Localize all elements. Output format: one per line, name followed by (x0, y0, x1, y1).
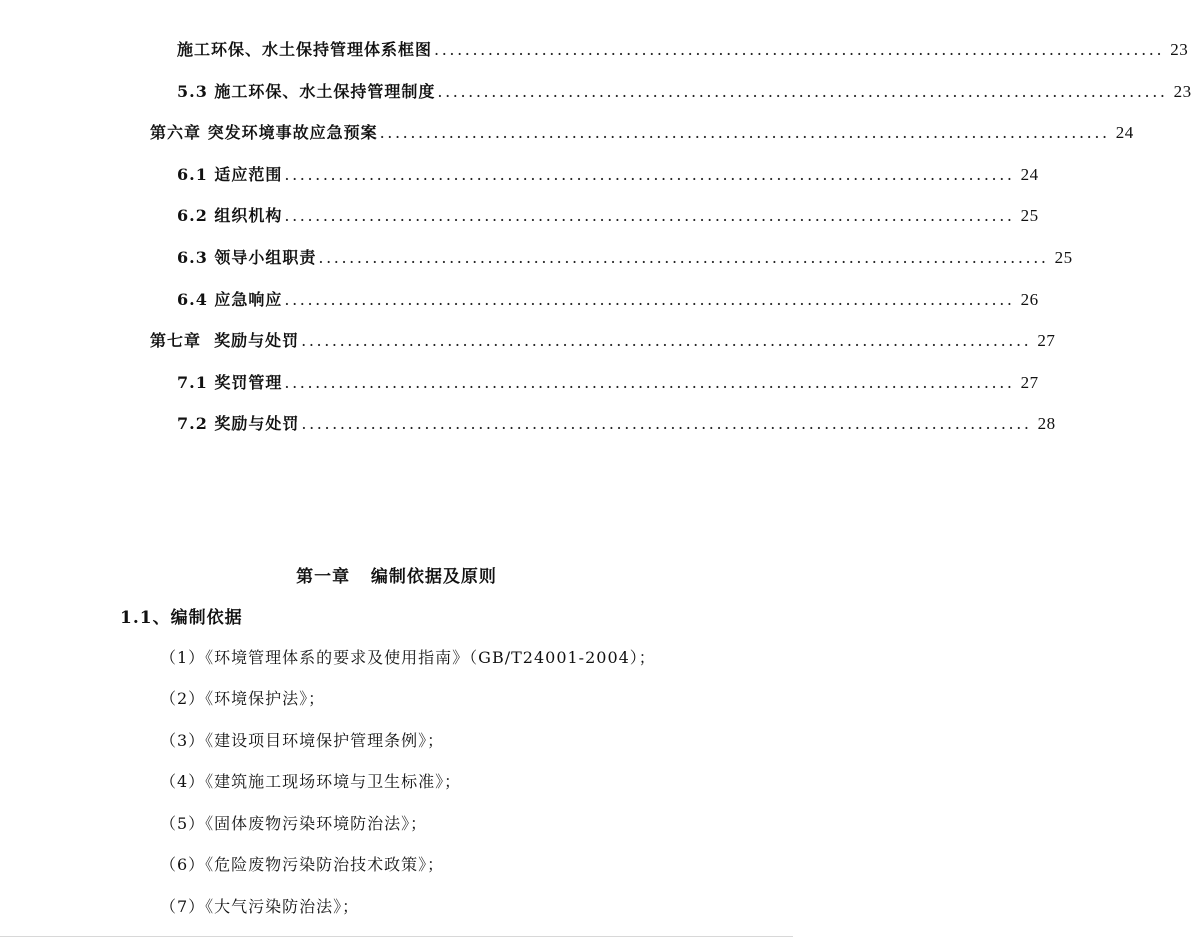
toc-leader-dots: ............................................................................................... (318, 248, 1049, 267)
toc-entry-title: 6.1 适应范围 (177, 165, 283, 184)
reference-item: （1）《环境管理体系的要求及使用指南》（GB/T24001-2004）； (160, 648, 656, 667)
toc-entry-page: 24 (1020, 165, 1039, 184)
toc-entry-title: 施工环保、水土保持管理体系框图 (177, 40, 433, 59)
page-edge-divider (0, 936, 793, 937)
toc-entry-page: 25 (1020, 206, 1039, 225)
toc-entry-page: 27 (1037, 331, 1056, 350)
toc-entry-page: 24 (1115, 123, 1134, 142)
section-heading: 1.1、编制依据 (120, 608, 243, 628)
toc-entry-title: 第七章 奖励与处罚 (150, 331, 300, 350)
toc-leader-dots: ............................................................................................... (301, 331, 1032, 350)
reference-item: （4）《建筑施工现场环境与卫生标准》； (160, 772, 462, 791)
toc-leader-dots: ............................................................................................... (284, 165, 1015, 184)
toc-entry-title: 6.3 领导小组职责 (177, 248, 317, 267)
toc-entry-title: 6.4 应急响应 (177, 290, 283, 309)
toc-entry[interactable] (177, 414, 1056, 434)
toc-entry-title: 7.1 奖罚管理 (177, 373, 283, 392)
toc-leader-dots: ............................................................................................... (301, 414, 1032, 433)
toc-leader-dots: ............................................................................................... (379, 123, 1110, 142)
toc-entry-page: 25 (1054, 248, 1073, 267)
toc-entry[interactable] (177, 373, 1039, 393)
toc-entry[interactable] (177, 290, 1039, 310)
toc-leader-dots: ............................................................................................... (437, 82, 1168, 101)
toc-entry-title: 第六章 突发环境事故应急预案 (150, 123, 378, 142)
toc-entry[interactable] (177, 40, 1189, 60)
toc-entry[interactable] (177, 82, 1192, 102)
toc-entry[interactable] (177, 248, 1073, 268)
reference-item: （3）《建设项目环境保护管理条例》； (160, 731, 445, 750)
toc-entry[interactable] (150, 331, 1056, 351)
toc-entry[interactable] (150, 123, 1134, 143)
toc-leader-dots: ............................................................................................... (284, 373, 1015, 392)
toc-entry-page: 23 (1170, 40, 1189, 59)
toc-entry-page: 23 (1173, 82, 1192, 101)
toc-entry[interactable] (177, 206, 1039, 226)
toc-entry-page: 27 (1020, 373, 1039, 392)
toc-entry-title: 6.2 组织机构 (177, 206, 283, 225)
toc-entry-page: 26 (1020, 290, 1039, 309)
reference-item: （6）《危险废物污染防治技术政策》； (160, 855, 445, 874)
reference-item: （7）《大气污染防治法》； (160, 897, 360, 916)
toc-leader-dots: ............................................................................................... (434, 40, 1165, 59)
chapter-heading: 第一章 编制依据及原则 (296, 567, 497, 587)
toc-entry-title: 5.3 施工环保、水土保持管理制度 (177, 82, 436, 101)
toc-leader-dots: ............................................................................................... (284, 206, 1015, 225)
toc-leader-dots: ............................................................................................... (284, 290, 1015, 309)
toc-entry-title: 7.2 奖励与处罚 (177, 414, 300, 433)
toc-entry-page: 28 (1037, 414, 1056, 433)
reference-item: （5）《固体废物污染环境防治法》； (160, 814, 428, 833)
reference-item: （2）《环境保护法》； (160, 689, 326, 708)
toc-entry[interactable] (177, 165, 1039, 185)
